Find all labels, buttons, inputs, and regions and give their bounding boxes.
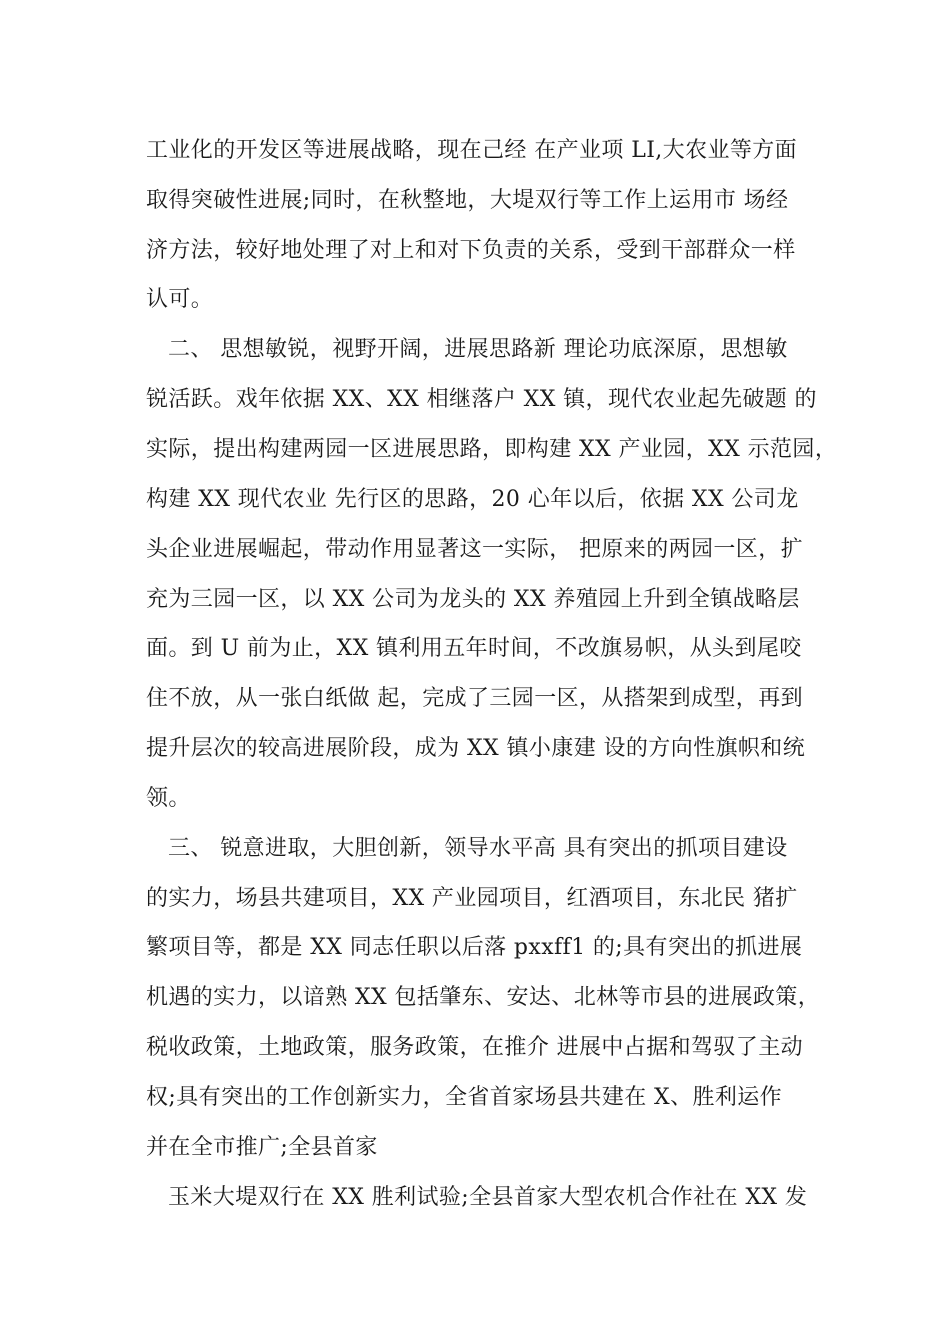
text-line: 面。到 U 前为止，XX 镇利用五年时间，不改旗易帜，从头到尾咬	[146, 636, 802, 661]
section-heading-line: 三、 锐意进取，大胆创新，领导水平高 具有突出的抓项目建设	[168, 836, 788, 861]
text-line: 权;具有突出的工作创新实力，全省首家场县共建在 X、胜利运作	[146, 1085, 783, 1110]
text-line: 提升层次的较高进展阶段，成为 XX 镇小康建 设的方向性旗帜和统	[146, 736, 806, 761]
text-line: 实际，提出构建两园一区进展思路，即构建 XX 产业园，XX 示范园，	[146, 437, 838, 462]
text-line: 住不放，从一张白纸做 起，完成了三园一区，从搭架到成型，再到	[146, 686, 803, 711]
text-line: 充为三园一区，以 XX 公司为龙头的 XX 养殖园上升到全镇战略层	[146, 587, 800, 612]
text-line: 济方法，较好地处理了对上和对下负责的关系，受到干部群众一样	[146, 238, 796, 263]
text-line: 并在全市推广;全县首家	[146, 1135, 378, 1160]
text-line: 认可。	[146, 287, 214, 312]
text-line: 机遇的实力，以谙熟 XX 包括肇东、安达、北林等市县的进展政策，	[146, 985, 821, 1010]
text-line: 税收政策，土地政策，服务政策，在推介 进展中占据和驾驭了主动	[146, 1035, 803, 1060]
section-heading-line: 二、 思想敏锐，视野开阔，进展思路新 理论功底深原，思想敏	[168, 337, 788, 362]
text-line: 工业化的开发区等进展战略，现在己经 在产业项 LI,大农业等方面	[146, 138, 798, 163]
text-line: 锐活跃。戏年依据 XX、XX 相继落户 XX 镇，现代农业起先破题 的	[146, 387, 817, 412]
text-line: 取得突破性进展;同时，在秋整地，大堤双行等工作上运用市 场经	[146, 188, 789, 213]
text-line: 领。	[146, 786, 191, 811]
text-line: 头企业进展崛起，带动作用显著这一实际， 把原来的两园一区，扩	[146, 537, 803, 562]
text-line: 构建 XX 现代农业 先行区的思路，20 心年以后，依据 XX 公司龙	[146, 487, 799, 512]
text-line: 繁项目等，都是 XX 同志任职以后落 pxxff1 的;具有突出的抓进展	[146, 935, 803, 960]
text-line: 玉米大堤双行在 XX 胜利试验;全县首家大型农机合作社在 XX 发	[168, 1185, 808, 1210]
text-line: 的实力，场县共建项目，XX 产业园项目，红酒项目，东北民 猪扩	[146, 886, 798, 911]
